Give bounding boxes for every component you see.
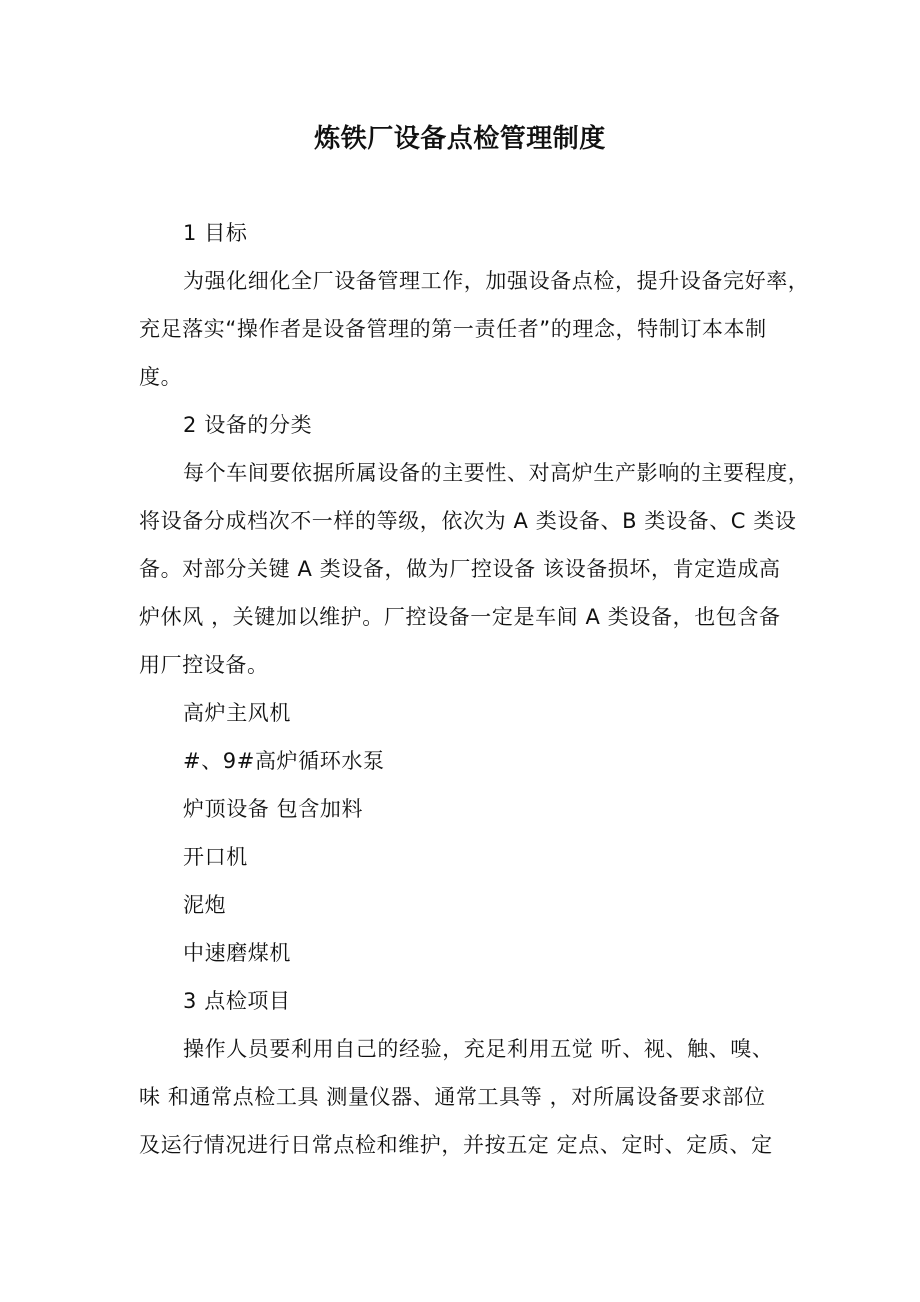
text-line: 为强化细化全厂设备管理工作，加强设备点检，提升设备完好率，: [183, 269, 810, 293]
text-line: 操作人员要利用自己的经验，充足利用五觉 听、视、触、嗅、: [183, 1037, 774, 1061]
text-line: 开口机: [183, 845, 248, 869]
text-line: 味 和通常点检工具 测量仪器、通常工具等 ，对所属设备要求部位: [139, 1085, 766, 1109]
text-line: 度。: [139, 365, 183, 389]
text-line: 备。对部分关键 A 类设备，做为厂控设备 该设备损坏，肯定造成高: [139, 557, 781, 581]
text-line: 高炉主风机: [183, 701, 291, 725]
text-line: 及运行情况进行日常点检和维护，并按五定 定点、定时、定质、定: [139, 1133, 773, 1157]
text-line: 每个车间要依据所属设备的主要性、对高炉生产影响的主要程度，: [183, 461, 810, 485]
text-line: #、9#高炉循环水泵: [183, 749, 385, 773]
document-body: [139, 216, 810, 1176]
text-line: 1 目标: [183, 221, 248, 245]
text-line: 炉顶设备 包含加料: [183, 797, 364, 821]
text-line: 将设备分成档次不一样的等级，依次为 A 类设备、B 类设备、C 类设: [139, 509, 797, 533]
text-line: 用厂控设备。: [139, 653, 269, 677]
text-line: 炉休风 ，关键加以维护。厂控设备一定是车间 A 类设备，也包含备: [139, 605, 781, 629]
document-title: 炼铁厂设备点检管理制度: [314, 124, 606, 154]
text-line: 泥炮: [183, 893, 227, 917]
text-line: 中速磨煤机: [183, 941, 291, 965]
text-line: 2 设备的分类: [183, 413, 313, 437]
text-line: 3 点检项目: [183, 989, 291, 1013]
text-line: 充足落实“操作者是设备管理的第一责任者”的理念，特制订本本制: [139, 317, 767, 341]
